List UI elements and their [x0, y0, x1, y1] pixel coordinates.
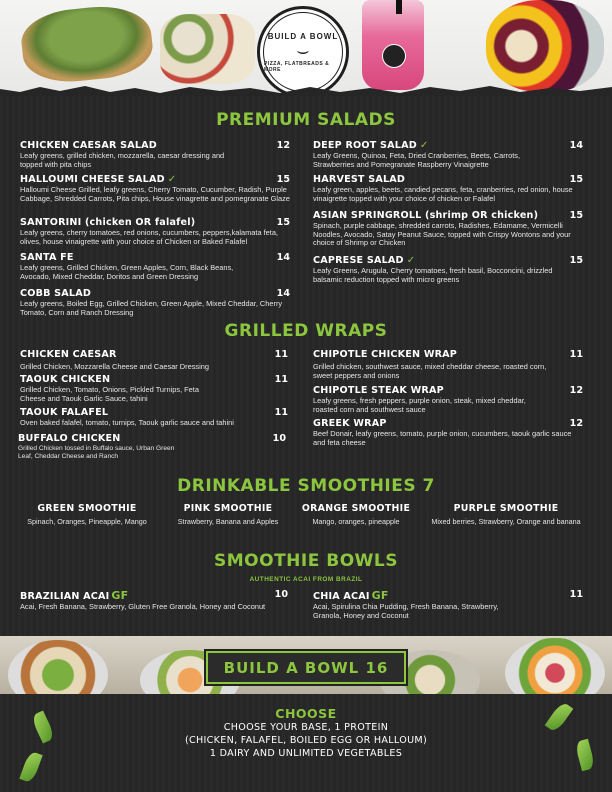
item-description: Leafy greens, Boiled Egg, Grilled Chicken, Green Apple, Mixed Cheddar, Cherry Tomato, Corn and Ranch Dressing	[20, 299, 283, 317]
menu-item	[313, 210, 583, 248]
menu-item	[20, 589, 288, 612]
smoothie-description: Strawberry, Banana and Apples	[177, 517, 279, 526]
item-description: Leafy green, apples, beets, candied pecans, feta, cranberries, red onion, house vinaigrette topped with your choice of chicken or Falafel	[313, 185, 573, 203]
item-price: 15	[276, 217, 290, 228]
grilled-wraps-heading: GRILLED WRAPS	[224, 321, 388, 341]
item-price: 15	[569, 210, 583, 221]
menu-item	[20, 252, 290, 281]
item-price: 11	[274, 374, 288, 385]
build-a-bowl-label: BUILD A BOWL 16	[223, 658, 389, 677]
smoothie-description: Mango, oranges, pineapple	[312, 517, 400, 526]
choose-line: 1 DAIRY AND UNLIMITED VEGETABLES	[209, 748, 403, 759]
smoothie-item	[163, 503, 293, 526]
item-description: Halloumi Cheese Grilled, leafy greens, Cherry Tomato, Cucumber, Radish, Purple Cabbage, Shredded Carrots, Pita chips, House vinagrette and pomegranate Glaze	[20, 185, 290, 203]
menu-item	[20, 174, 290, 203]
item-name: GREEK WRAP	[313, 418, 387, 429]
item-description: Grilled Chicken, Tomato, Onions, Pickled Turnips, Feta Cheese and Taouk Garlic Sauce, tahini	[20, 385, 199, 403]
item-price: 15	[569, 255, 583, 266]
item-name: ASIAN SPRINGROLL (shrimp OR chicken)	[313, 210, 539, 221]
item-price: 14	[569, 140, 583, 151]
smoothie-item	[12, 503, 162, 526]
item-price: 14	[276, 252, 290, 263]
item-name: CAPRESE SALAD	[313, 255, 404, 266]
item-price: 11	[274, 349, 288, 360]
smoothie-description: Mixed berries, Strawberry, Orange and banana	[431, 517, 581, 526]
smoothie-bowls-subheading: AUTHENTIC ACAI FROM BRAZIL	[249, 576, 363, 583]
logo-bottom-text: PIZZA, FLATBREADS & MORE	[264, 60, 330, 73]
item-price: 11	[569, 349, 583, 360]
wraps-photo	[160, 14, 255, 84]
item-description: Leafy Greens, Arugula, Cherry tomatoes, fresh basil, Bocconcini, drizzled balsamic reduction topped with micro greens	[313, 266, 553, 284]
item-name: CHIPOTLE CHICKEN WRAP	[313, 349, 458, 360]
item-price: 10	[272, 433, 286, 444]
item-description: Spinach, purple cabbage, shredded carrots, Radishes, Edamame, Vermicelli Noodles, Avocado, Satay Peanut Sauce, topped with Crispy Wontons and your choice of Shrimp or Chicken	[313, 221, 571, 248]
menu-item	[313, 349, 583, 380]
gluten-free-tag: GF	[371, 589, 389, 602]
smoothie-name: PINK SMOOTHIE	[183, 503, 273, 514]
item-description: Grilled chicken, southwest sauce, mixed cheddar cheese, roasted corn, sweet peppers and onions	[313, 362, 547, 380]
header-photo-band	[0, 0, 612, 96]
menu-item	[313, 174, 583, 203]
gluten-free-tag: GF	[111, 589, 129, 602]
menu-item	[20, 140, 290, 169]
item-description: Leafy greens, fresh peppers, purple onion, steak, mixed cheddar, roasted corn and southwest sauce	[313, 396, 526, 414]
item-price: 11	[274, 407, 288, 418]
menu-item	[20, 374, 288, 403]
build-a-bowl-instructions	[0, 706, 612, 760]
menu-item	[18, 433, 286, 461]
choose-line: CHOOSE YOUR BASE, 1 PROTEIN	[223, 722, 389, 733]
item-description: Oven baked falafel, tomato, turnips, Taouk garlic sauce and tahini	[20, 418, 234, 427]
bowl-photo	[505, 638, 605, 694]
item-price: 14	[276, 288, 290, 299]
item-name: BRAZILIAN ACAI	[20, 591, 110, 602]
item-description: Leafy greens, cherry tomatoes, red onions, cucumbers, peppers,kalamata feta, olives, house vinaigrette with your choice of Chicken or Baked Falafel	[20, 228, 278, 246]
item-name: CHICKEN CAESAR SALAD	[20, 140, 157, 151]
menu-item	[20, 217, 290, 246]
item-name: CHIA ACAI	[313, 591, 370, 602]
item-price: 12	[569, 385, 583, 396]
avocado-toast-photo	[19, 1, 156, 86]
smoothie-item	[420, 503, 592, 526]
smoothie-description: Spinach, Oranges, Pineapple, Mango	[27, 517, 147, 526]
item-name: DEEP ROOT SALAD	[313, 140, 417, 151]
item-price: 12	[276, 140, 290, 151]
item-name: BUFFALO CHICKEN	[18, 433, 121, 444]
choose-line: (CHICKEN, FALAFEL, BOILED EGG OR HALLOUM)	[184, 735, 428, 746]
bowl-icon: ⌣	[296, 39, 310, 62]
item-description: Leafy greens, grilled chicken, mozzarella, caesar dressing and topped with pita chips	[20, 151, 225, 169]
item-price: 10	[274, 589, 288, 600]
build-a-bowl-banner	[206, 651, 406, 684]
item-name: TAOUK CHICKEN	[20, 374, 111, 385]
menu-item	[20, 407, 288, 428]
cup-logo	[382, 44, 406, 68]
item-description: Beef Donair, leafy greens, tomato, purple onion, cucumbers, taouk garlic sauce and feta cheese	[313, 429, 572, 447]
item-name: TAOUK FALAFEL	[20, 407, 109, 418]
logo-top-text: BUILD A BOWL	[267, 31, 339, 41]
menu-item	[313, 418, 583, 447]
item-name: SANTORINI (chicken OR falafel)	[20, 217, 196, 228]
item-name: COBB SALAD	[20, 288, 91, 299]
item-name: CHICKEN CAESAR	[20, 349, 117, 360]
item-name: CHIPOTLE STEAK WRAP	[313, 385, 444, 396]
item-name: SANTA FE	[20, 252, 74, 263]
item-price: 15	[569, 174, 583, 185]
menu-item	[20, 349, 288, 372]
item-price: 11	[569, 589, 583, 600]
menu-item	[313, 385, 583, 414]
item-description: Grilled Chicken tossed in Buffalo sauce, Urban Green Leaf, Cheddar Cheese and Ranch	[18, 445, 175, 460]
item-price: 12	[569, 418, 583, 429]
choose-title: CHOOSE	[275, 706, 337, 721]
menu-item	[313, 255, 583, 284]
item-description: Acai, Fresh Banana, Strawberry, Gluten Free Granola, Honey and Coconut	[20, 602, 266, 611]
menu-item	[313, 140, 583, 169]
smoothie-name: ORANGE SMOOTHIE	[301, 503, 411, 514]
smoothie-name: GREEN SMOOTHIE	[37, 503, 137, 514]
smoothie-name: PURPLE SMOOTHIE	[453, 503, 559, 514]
leaf-check-icon: ✓	[406, 255, 416, 266]
item-price: 15	[276, 174, 290, 185]
smoothies-heading: DRINKABLE SMOOTHIES 7	[177, 476, 435, 496]
item-description: Leafy greens, Grilled Chicken, Green Apples, Corn, Black Beans, Avocado, Mixed Cheddar, Doritos and Green Dressing	[20, 263, 234, 281]
item-description: Acai, Spirulina Chia Pudding, Fresh Banana, Strawberry, Granola, Honey and Coconut	[313, 602, 499, 620]
smoothie-bowls-heading: SMOOTHIE BOWLS	[214, 551, 398, 571]
leaf-check-icon: ✓	[419, 140, 429, 151]
torn-edge	[0, 83, 612, 96]
leaf-check-icon: ✓	[167, 174, 177, 185]
bowl-photo	[8, 640, 108, 694]
item-name: HALLOUMI CHEESE SALAD	[20, 174, 165, 185]
acai-bowl-photo	[486, 0, 604, 92]
item-description: Grilled Chicken, Mozzarella Cheese and Caesar Dressing	[20, 362, 209, 371]
premium-salads-heading: PREMIUM SALADS	[216, 110, 396, 130]
straw	[396, 0, 402, 14]
item-name: HARVEST SALAD	[313, 174, 406, 185]
menu-item	[20, 288, 290, 317]
menu-item	[313, 589, 583, 620]
item-description: Leafy Greens, Quinoa, Feta, Dried Cranberries, Beets, Carrots, Strawberries and Pomegranate Raspberry Vinaigrette	[313, 151, 521, 169]
smoothie-item	[294, 503, 418, 526]
